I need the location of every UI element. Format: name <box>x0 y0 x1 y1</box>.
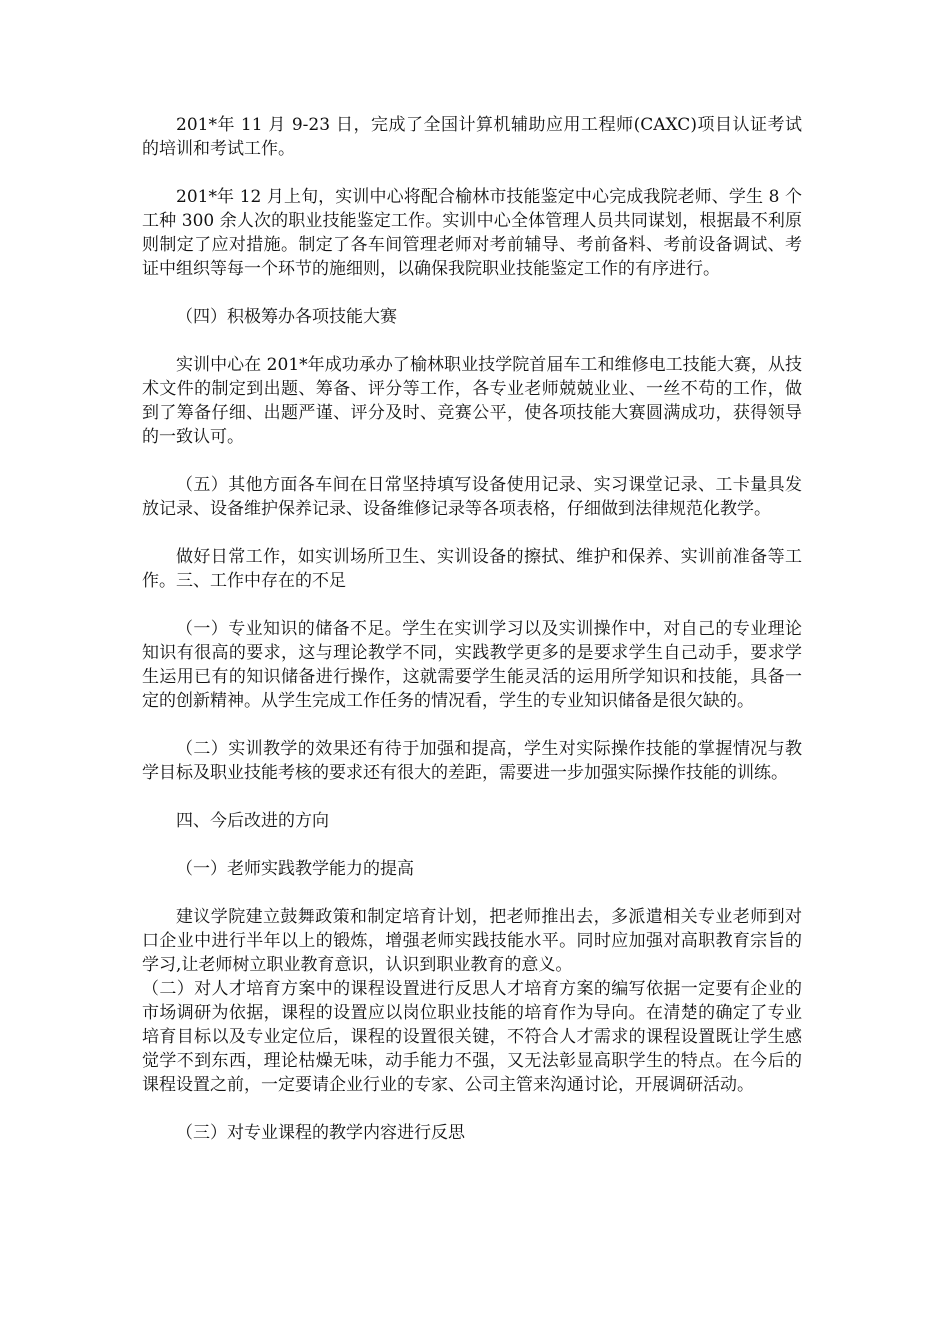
paragraph-competition-hosting: 实训中心在 201*年成功承办了榆林职业技学院首届车工和维修电工技能大赛，从技术文件的制定到出题、筹备、评分等工作，各专业老师兢兢业业、一丝不苟的工作，做到了筹备仔细、出题严谨、评分及时、竞赛公平，使各项技能大赛圆满成功，获得领导的一致认可。 <box>142 355 802 447</box>
paragraph-skill-appraisal: 201*年 12 月上旬，实训中心将配合榆林市技能鉴定中心完成我院老师、学生 8 个工种 300 余人次的职业技能鉴定工作。实训中心全体管理人员共同谋划，根据最不利原则制定了应对措施。制定了各车间管理老师对考前辅导、考前备料、考前设备调试、考证中组织等每一个环节的施细则，以确保我院职业技能鉴定工作的有序进行。 <box>142 187 802 279</box>
paragraph-knowledge-shortage: （一）专业知识的储备不足。学生在实训学习以及实训操作中，对自己的专业理论知识有很高的要求，这与理论教学不同，实践教学更多的是要求学生自己动手，要求学生运用已有的知识储备进行操作，这就需要学生能灵活的运用所学知识和技能，具备一定的创新精神。从学生完成工作任务的情况看，学生的专业知识储备是很欠缺的。 <box>142 619 802 711</box>
paragraph-other-aspects: （五）其他方面各车间在日常坚持填写设备使用记录、实习课堂记录、工卡量具发放记录、设备维护保养记录、设备维修记录等各项表格，仔细做到法律规范化教学。 <box>142 475 802 519</box>
heading-skill-competitions: （四）积极筹办各项技能大赛 <box>176 307 397 327</box>
paragraph-curriculum-reflection: （二）对人才培育方案中的课程设置进行反思人才培育方案的编写依据一定要有企业的市场调研为依据，课程的设置应以岗位职业技能的培育作为导向。在清楚的确定了专业培育目标以及专业定位后，课程的设置很关键，不符合人才需求的课程设置既让学生感觉学不到东西，理论枯燥无味，动手能力不强，又无法彰显高职学生的特点。在今后的课程设置之前，一定要请企业行业的专家、公司主管来沟通讨论，开展调研活动。 <box>142 979 802 1095</box>
document-body <box>142 113 802 1169</box>
paragraph-training-effect: （二）实训教学的效果还有待于加强和提高，学生对实际操作技能的掌握情况与教学目标及职业技能考核的要求还有很大的差距，需要进一步加强实际操作技能的训练。 <box>142 739 802 783</box>
heading-improvement-direction: 四、今后改进的方向 <box>176 811 329 831</box>
heading-teacher-practice: （一）老师实践教学能力的提高 <box>176 859 414 879</box>
heading-course-content-reflection: （三）对专业课程的教学内容进行反思 <box>176 1123 465 1143</box>
paragraph-daily-work: 做好日常工作，如实训场所卫生、实训设备的擦拭、维护和保养、实训前准备等工作。三、工作中存在的不足 <box>142 547 802 591</box>
paragraph-caxc-training: 201*年 11 月 9-23 日，完成了全国计算机辅助应用工程师(CAXC)项目认证考试的培训和考试工作。 <box>142 115 802 159</box>
paragraph-teacher-training-proposal: 建议学院建立鼓舞政策和制定培育计划，把老师推出去，多派遣相关专业老师到对口企业中进行半年以上的锻炼，增强老师实践技能水平。同时应加强对高职教育宗旨的学习,让老师树立职业教育意识，认识到职业教育的意义。 <box>142 907 802 975</box>
